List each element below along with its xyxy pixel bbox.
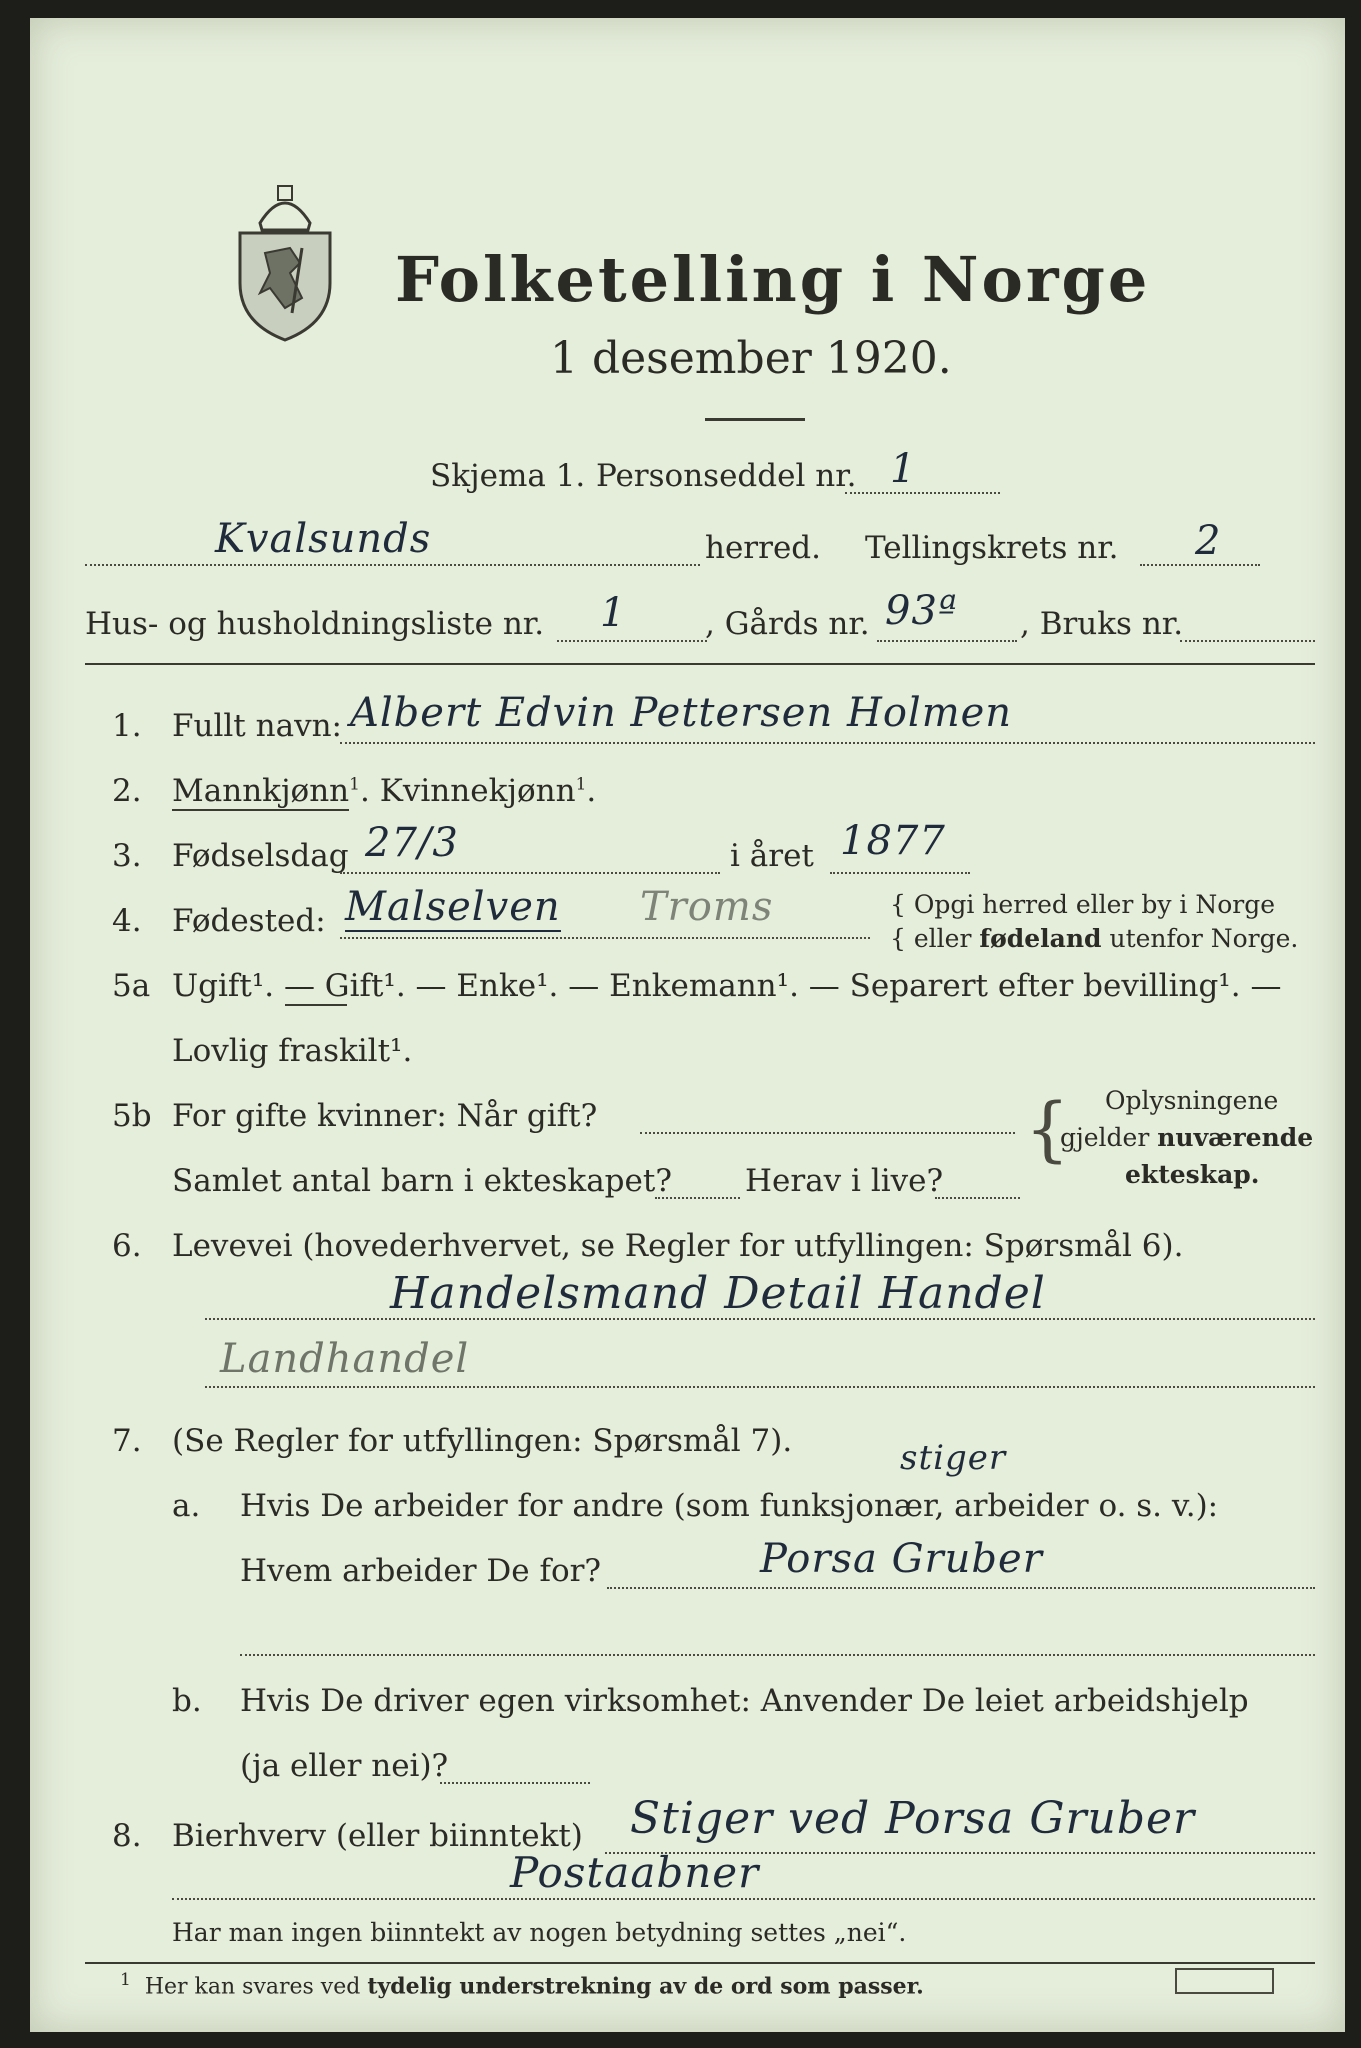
birthplace-field[interactable] xyxy=(340,937,870,939)
female-option[interactable]: Kvinnekjønn xyxy=(379,773,576,809)
q6-label: Levevei (hovederhvervet, se Regler for utfyllingen: Spørsmål 6). xyxy=(172,1228,1184,1264)
q7a-text: Hvis De arbeider for andre (som funksjonær, arbeider o. s. v.): xyxy=(240,1488,1219,1524)
personseddel-value: 1 xyxy=(890,446,917,492)
male-option[interactable]: Mannkjønn xyxy=(172,773,350,809)
q7-label: (Se Regler for utfyllingen: Spørsmål 7). xyxy=(172,1423,793,1459)
no-income-note: Har man ingen biinntekt av nogen betydning settes „nei“. xyxy=(172,1918,907,1947)
q7b-text: Hvis De driver egen virksomhet: Anvender De leiet arbeidshjelp xyxy=(240,1683,1249,1719)
tellingskrets-field[interactable] xyxy=(1140,564,1260,566)
header-rule xyxy=(85,663,1315,665)
full-name-field[interactable] xyxy=(340,742,1315,744)
q6-number: 6. xyxy=(112,1228,142,1264)
q5b-number: 5b xyxy=(112,1098,152,1134)
side-income-value-1: Stiger ved Porsa Gruber xyxy=(630,1793,1196,1844)
married-when-field[interactable] xyxy=(640,1132,1015,1134)
birthday-value: 27/3 xyxy=(365,820,459,866)
birthplace-value: Malselven xyxy=(345,884,561,930)
employer-field-2[interactable] xyxy=(240,1654,1315,1656)
herred-field[interactable] xyxy=(85,564,700,566)
marital-status-options[interactable]: Ugift¹. — Gift¹. — Enke¹. — Enkemann¹. — Separert efter bevilling¹. — xyxy=(172,968,1282,1004)
q7-number: 7. xyxy=(112,1423,142,1459)
footnote-rule xyxy=(85,1962,1315,1964)
occupation-field-2[interactable] xyxy=(205,1386,1315,1388)
husliste-label: Hus- og husholdningsliste nr. xyxy=(85,606,545,642)
personseddel-field[interactable] xyxy=(845,492,1000,494)
q5b-label-3: Herav i live? xyxy=(745,1163,944,1199)
q2-sex-options: Mannkjønn$^1$. Kvinnekjønn$^1$. xyxy=(172,773,597,809)
children-count-field[interactable] xyxy=(655,1197,740,1199)
q7a-who-label: Hvem arbeider De for? xyxy=(240,1553,602,1589)
q7b-letter: b. xyxy=(172,1683,202,1719)
q2-number: 2. xyxy=(112,773,142,809)
form-date: 1 desember 1920. xyxy=(550,333,952,384)
q4-note-2: { eller fødeland utenfor Norge. xyxy=(890,924,1299,953)
q5b-note-3: ekteskap. xyxy=(1125,1160,1260,1189)
q7a-insert: stiger xyxy=(900,1438,1007,1478)
tellingskrets-label: Tellingskrets nr. xyxy=(865,530,1119,566)
year-label: i året xyxy=(730,838,814,874)
gards-field[interactable] xyxy=(877,640,1017,642)
q3-label: Fødselsdag xyxy=(172,838,349,874)
q1-label: Fullt navn: xyxy=(172,708,342,744)
q4-number: 4. xyxy=(112,903,142,939)
q7b-question: (ja eller nei)? xyxy=(240,1748,449,1784)
full-name-value: Albert Edvin Pettersen Holmen xyxy=(350,690,1013,736)
tellingskrets-value: 2 xyxy=(1195,518,1222,564)
form-title: Folketelling i Norge xyxy=(395,243,1151,316)
children-alive-field[interactable] xyxy=(935,1197,1020,1199)
q8-label: Bierhverv (eller biinntekt) xyxy=(172,1818,583,1854)
year-field[interactable] xyxy=(830,872,970,874)
side-income-value-2: Postaabner xyxy=(510,1848,760,1897)
norwegian-coat-of-arms-icon xyxy=(230,178,340,343)
birthday-field[interactable] xyxy=(340,872,720,874)
bruks-label: , Bruks nr. xyxy=(1020,606,1184,642)
employer-field[interactable] xyxy=(607,1587,1315,1589)
birthplace-county: Troms xyxy=(640,884,774,930)
married-underline xyxy=(285,1004,347,1006)
q5b-note-1: Oplysningene xyxy=(1105,1086,1279,1115)
gards-value: 93ª xyxy=(885,588,958,634)
q5a-number: 5a xyxy=(112,968,151,1004)
divider xyxy=(705,418,805,421)
census-form-page xyxy=(30,18,1345,2032)
herred-value: Kvalsunds xyxy=(215,516,432,562)
personseddel-label: Personseddel nr. xyxy=(596,458,857,494)
bruks-field[interactable] xyxy=(1180,640,1315,642)
husliste-field[interactable] xyxy=(557,640,707,642)
q4-note-1: { Opgi herred eller by i Norge xyxy=(890,890,1276,919)
q5b-label-1: For gifte kvinner: Når gift? xyxy=(172,1098,598,1134)
q7a-letter: a. xyxy=(172,1488,201,1524)
q4-label: Fødested: xyxy=(172,903,326,939)
occupation-value-1: Handelsmand Detail Handel xyxy=(390,1268,1046,1319)
hired-help-field[interactable] xyxy=(440,1782,590,1784)
q5b-note-2: gjelder nuværende xyxy=(1060,1123,1314,1152)
footnote: $^1$ Her kan svares ved tydelig understrekning av de ord som passer. xyxy=(120,1970,924,2000)
q1-number: 1. xyxy=(112,708,142,744)
side-income-field-2[interactable] xyxy=(172,1898,1315,1900)
q5b-brace: { xyxy=(1025,1088,1070,1170)
employer-value: Porsa Gruber xyxy=(760,1536,1043,1582)
occupation-value-2: Landhandel xyxy=(220,1336,470,1382)
gards-label: , Gårds nr. xyxy=(705,606,870,642)
marital-status-divorced[interactable]: Lovlig fraskilt¹. xyxy=(172,1033,413,1069)
q8-number: 8. xyxy=(112,1818,142,1854)
printer-stamp xyxy=(1175,1968,1274,1994)
herred-label: herred. xyxy=(705,530,821,566)
q3-number: 3. xyxy=(112,838,142,874)
year-value: 1877 xyxy=(840,818,946,864)
husliste-value: 1 xyxy=(600,590,627,636)
skjema-label: Skjema 1. xyxy=(430,458,586,494)
q5b-label-2: Samlet antal barn i ekteskapet? xyxy=(172,1163,672,1199)
